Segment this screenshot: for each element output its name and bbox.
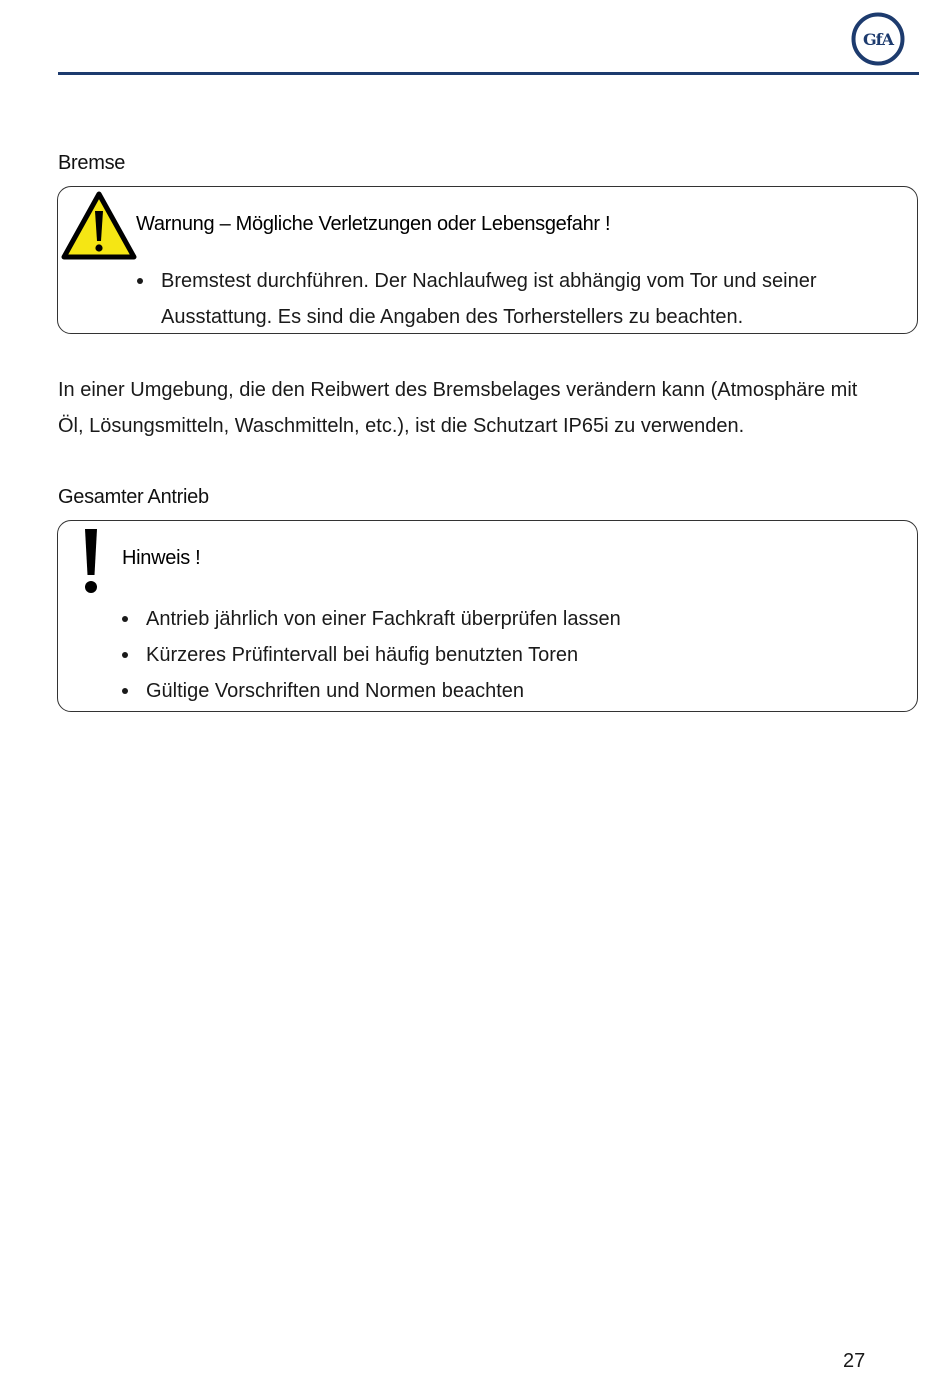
section-heading-brake: Bremse bbox=[58, 152, 126, 174]
page-number: 27 bbox=[843, 1350, 866, 1372]
bullet-icon bbox=[122, 688, 128, 694]
notice-bullet-text: Antrieb jährlich von einer Fachkraft überprüfen lassen bbox=[146, 608, 621, 630]
section-heading-drive: Gesamter Antrieb bbox=[58, 486, 209, 508]
exclamation-icon bbox=[80, 527, 102, 595]
notice-box bbox=[57, 520, 918, 712]
brake-paragraph bbox=[58, 372, 918, 444]
warning-box bbox=[57, 186, 918, 334]
warning-bullet-line-2: Ausstattung. Es sind die Angaben des Torherstellers zu beachten. bbox=[161, 306, 744, 328]
bullet-icon bbox=[137, 278, 143, 284]
paragraph-line-1: In einer Umgebung, die den Reibwert des Bremsbelages verändern kann (Atmosphäre mit bbox=[58, 379, 858, 401]
list-item bbox=[137, 263, 817, 335]
warning-triangle-icon bbox=[61, 191, 137, 261]
notice-bullet-list bbox=[122, 601, 621, 709]
warning-title: Warnung – Mögliche Verletzungen oder Lebensgefahr ! bbox=[136, 213, 611, 235]
bullet-icon bbox=[122, 652, 128, 658]
notice-bullet-text: Kürzeres Prüfintervall bei häufig benutzten Toren bbox=[146, 644, 579, 666]
notice-title: Hinweis ! bbox=[122, 547, 201, 569]
list-item bbox=[122, 601, 621, 637]
paragraph-line-2: Öl, Lösungsmitteln, Waschmitteln, etc.), ist die Schutzart IP65i zu verwenden. bbox=[58, 415, 745, 437]
list-item bbox=[122, 673, 621, 709]
list-item bbox=[122, 637, 621, 673]
warning-bullet-line-1: Bremstest durchführen. Der Nachlaufweg ist abhängig vom Tor und seiner bbox=[161, 270, 817, 292]
bullet-icon bbox=[122, 616, 128, 622]
warning-bullet-list bbox=[137, 263, 817, 335]
notice-bullet-text: Gültige Vorschriften und Normen beachten bbox=[146, 680, 524, 702]
gfa-logo bbox=[851, 12, 905, 66]
logo-text: GfA bbox=[863, 29, 893, 49]
header-divider bbox=[58, 72, 919, 75]
